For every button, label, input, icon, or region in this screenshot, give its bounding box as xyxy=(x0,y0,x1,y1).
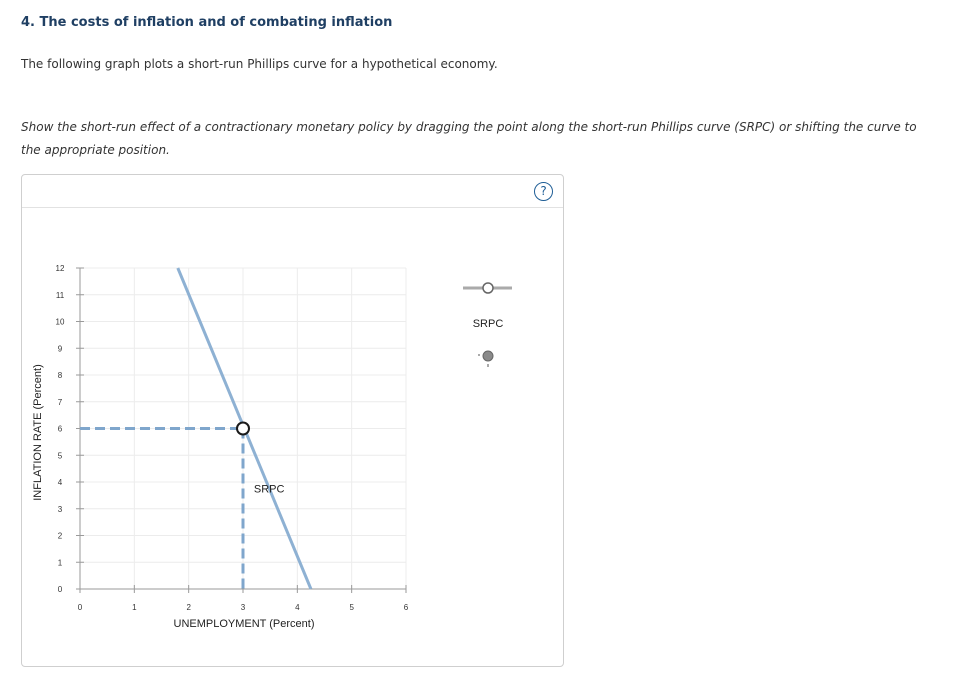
legend-srpc-tool[interactable] xyxy=(463,283,512,330)
instruction-text: Show the short-run effect of a contractionary monetary policy by dragging the point along the short-run Phillips curve (SRPC) or shifting the curve to the appropriate position. xyxy=(21,120,917,157)
y-axis-title: INFLATION RATE (Percent) xyxy=(32,364,44,501)
y-tick-label: 11 xyxy=(55,290,65,300)
y-tick-label: 4 xyxy=(57,478,63,487)
x-tick-label: 3 xyxy=(240,603,246,612)
x-tick-label: 4 xyxy=(295,603,300,612)
draggable-point-icon xyxy=(483,351,493,361)
legend-label: SRPC xyxy=(472,318,504,330)
intro-text: The following graph plots a short-run Phillips curve for a hypothetical economy. xyxy=(21,57,498,71)
legend-point-tool[interactable] xyxy=(478,351,493,367)
y-tick-label: 8 xyxy=(57,371,63,380)
y-tick-labels xyxy=(56,264,65,594)
x-tick-label: 1 xyxy=(132,603,137,612)
help-icon[interactable]: ? xyxy=(534,182,553,201)
question-heading: 4. The costs of inflation and of combating inflation xyxy=(21,15,393,30)
x-tick-label: 6 xyxy=(403,603,409,612)
x-tick-labels xyxy=(78,603,409,612)
legend xyxy=(463,283,512,367)
x-tick-label: 5 xyxy=(349,603,354,612)
legend-open-circle-icon xyxy=(483,283,493,293)
y-tick-label: 5 xyxy=(57,451,63,461)
y-tick-label: 1 xyxy=(57,558,63,568)
y-tick-label: 10 xyxy=(55,317,65,327)
y-tick-label: 12 xyxy=(55,264,65,273)
y-tick-label: 9 xyxy=(57,344,63,354)
srpc-curve-label: SRPC xyxy=(253,483,285,496)
x-axis-title: UNEMPLOYMENT (Percent) xyxy=(173,618,315,630)
y-tick-label: 7 xyxy=(57,397,63,407)
y-tick-label: 3 xyxy=(57,504,63,514)
x-tick-label: 2 xyxy=(186,603,191,612)
point-layer[interactable] xyxy=(80,423,249,590)
y-tick-label: 2 xyxy=(57,531,63,541)
y-tick-label: 0 xyxy=(57,585,63,594)
draggable-point[interactable] xyxy=(237,423,249,435)
y-tick-label: 6 xyxy=(57,424,63,434)
x-tick-label: 0 xyxy=(77,603,83,612)
